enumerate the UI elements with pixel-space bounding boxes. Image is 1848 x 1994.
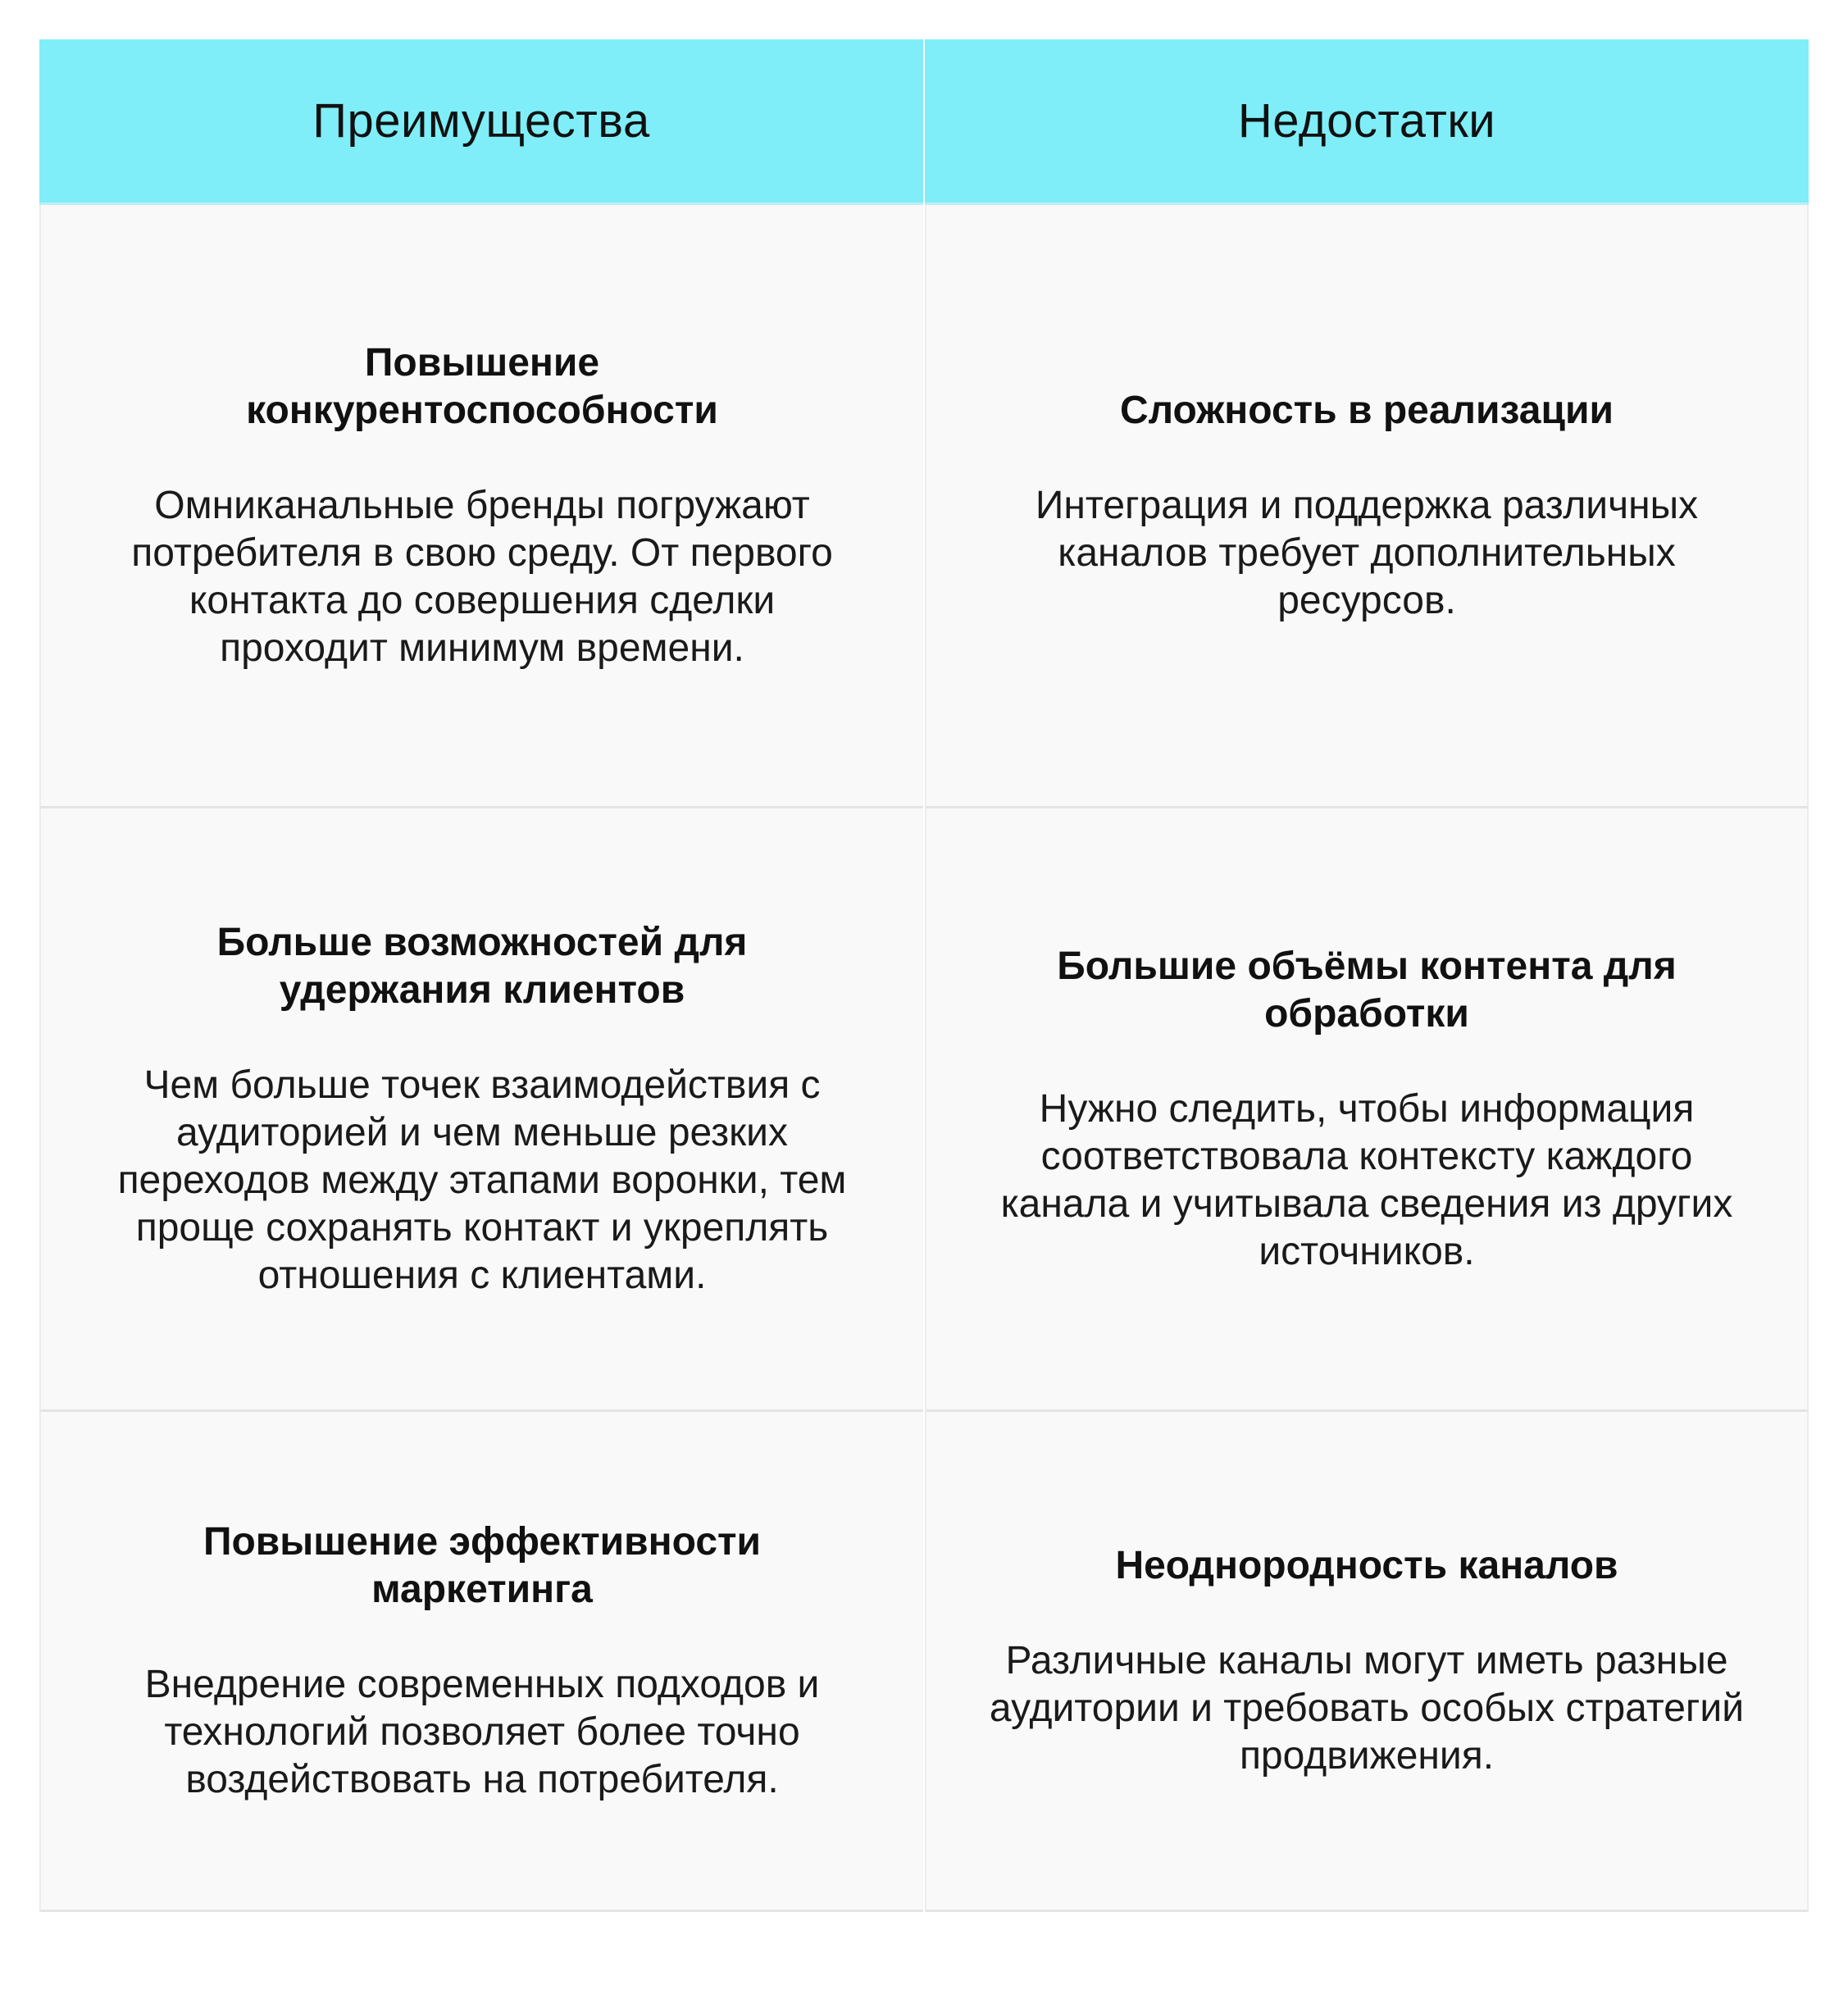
disadvantage-title-1: Сложность в реализации <box>1120 388 1614 432</box>
disadvantage-title-3: Неоднородность каналов <box>1115 1543 1618 1587</box>
advantage-title-3: Повышение эффективности маркетинга <box>203 1519 762 1611</box>
disadvantage-text-1: Интеграция и поддержка различных каналов требует дополнительных ресурсов. <box>1035 483 1699 622</box>
advantage-cell-3 <box>39 1412 923 1912</box>
advantage-title-1: Повышение конкурентоспособности <box>246 340 718 432</box>
disadvantage-cell-1 <box>925 205 1809 808</box>
header-disadvantages: Недостатки <box>925 39 1809 205</box>
advantage-text-3: Внедрение современных подходов и технологий позволяет более точно воздействовать на потребителя. <box>144 1662 820 1801</box>
disadvantage-cell-2 <box>925 808 1809 1412</box>
advantage-cell-2 <box>39 808 923 1412</box>
pros-cons-table <box>39 39 1809 1955</box>
advantage-cell-1 <box>39 205 923 808</box>
disadvantage-title-2: Большие объёмы контента для обработки <box>1057 944 1677 1036</box>
disadvantage-cell-3 <box>925 1412 1809 1912</box>
disadvantage-text-2: Нужно следить, чтобы информация соответствовала контексту каждого канала и учитывала сведения из других источников. <box>1000 1086 1733 1273</box>
disadvantage-text-3: Различные каналы могут иметь разные аудитории и требовать особых стратегий продвижения. <box>989 1638 1745 1778</box>
advantage-text-2: Чем больше точек взаимодействия с аудиторией и чем меньше резких переходов между этапами воронки, тем проще сохранять контакт и укреплять отношения с клиентами. <box>117 1063 847 1297</box>
advantage-title-2: Больше возможностей для удержания клиентов <box>216 920 748 1012</box>
advantage-text-1: Омниканальные бренды погружают потребителя в свою среду. От первого контакта до совершения сделки проходит минимум времени. <box>131 483 833 670</box>
header-advantages: Преимущества <box>39 39 923 205</box>
